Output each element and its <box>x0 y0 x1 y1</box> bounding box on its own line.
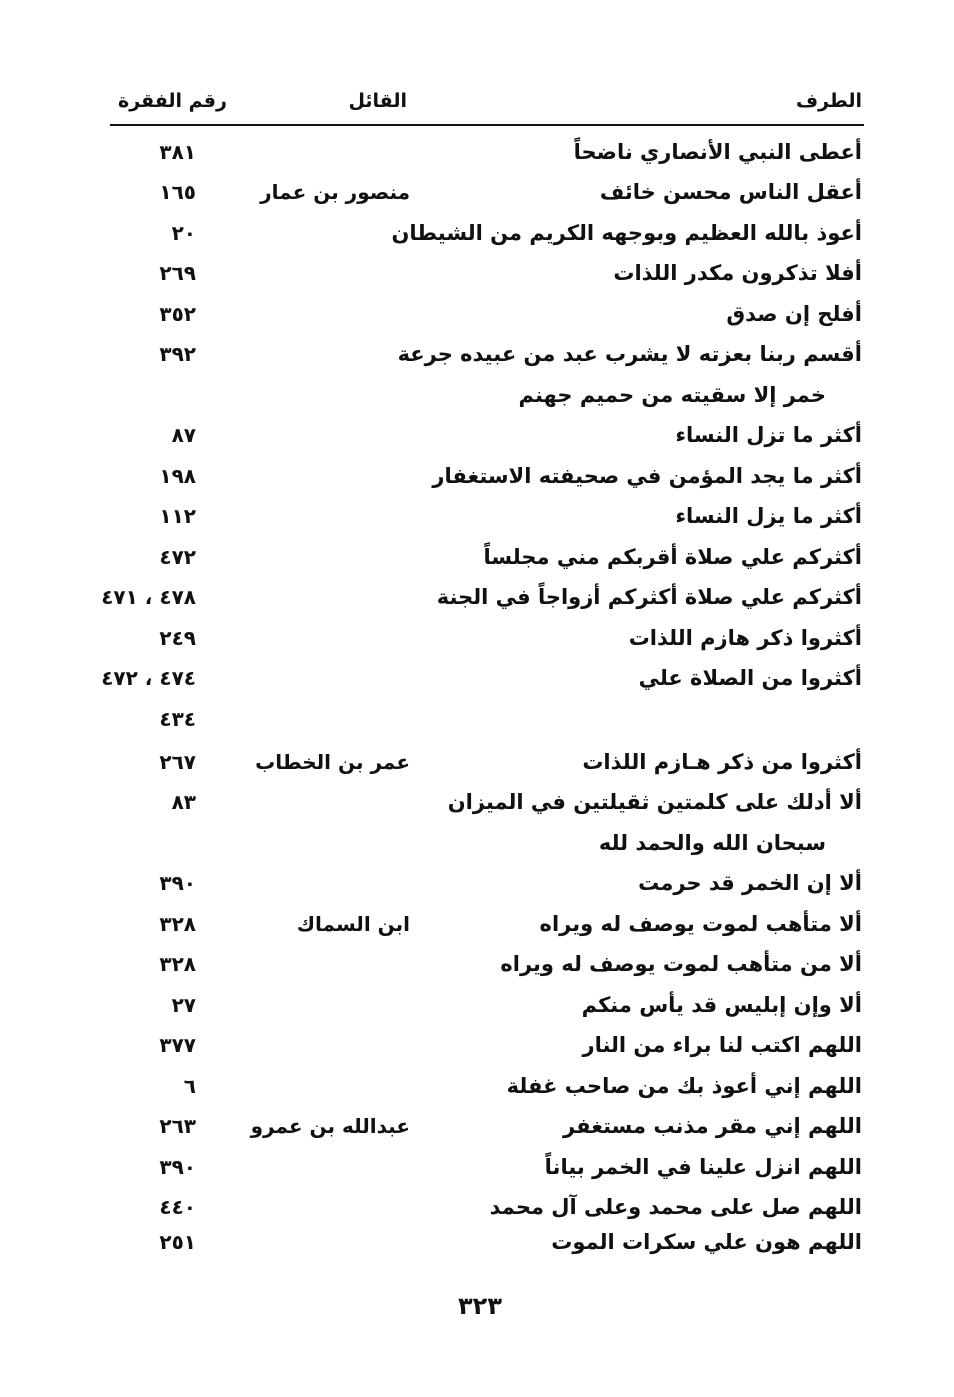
entry-text: اللهم هون علي سكرات الموت <box>551 1230 862 1254</box>
table-row <box>0 1189 954 1229</box>
entry-speaker: منصور بن عمار <box>260 180 410 204</box>
entry-text: اللهم اكتب لنا براء من النار <box>582 1033 862 1057</box>
entry-speaker: ابن السماك <box>296 912 410 936</box>
entry-paragraph-number: ٢٤٩ <box>159 626 196 650</box>
table-row <box>0 215 954 255</box>
table-row <box>0 498 954 538</box>
entry-text: ألا أدلك على كلمتين ثقيلتين في الميزان <box>447 790 862 814</box>
entry-text: أكثروا ذكر هازم اللذات <box>628 626 862 650</box>
entry-paragraph-number: ٣٧٧ <box>159 1033 196 1057</box>
entry-speaker: عبدالله بن عمرو <box>250 1114 410 1138</box>
entry-paragraph-number: ٤٧٨ ، ٤٧١ <box>101 585 196 609</box>
entry-text: أكثركم علي صلاة أكثركم أزواجاً في الجنة <box>436 585 862 609</box>
entry-paragraph-number: ٤٧٤ ، ٤٧٢ <box>101 666 196 690</box>
entry-text: اللهم انزل علينا في الخمر بياناً <box>544 1155 862 1179</box>
table-row <box>0 174 954 214</box>
entry-text-continuation: خمر إلا سقيته من حميم جهنم <box>518 383 826 407</box>
table-row <box>0 134 954 174</box>
entry-paragraph-number: ٤٣٤ <box>159 707 196 731</box>
table-row <box>0 579 954 619</box>
entry-paragraph-number: ٢٥١ <box>159 1230 196 1254</box>
table-row <box>0 1224 954 1264</box>
table-row <box>0 1027 954 1067</box>
table-row <box>0 865 954 905</box>
entry-paragraph-number: ١٩٨ <box>159 464 196 488</box>
entry-text: أعطى النبي الأنصاري ناضحاً <box>573 140 862 164</box>
table-row-continuation <box>0 825 954 865</box>
index-table-body <box>0 134 954 1264</box>
entry-text: أكثركم علي صلاة أقربكم مني مجلساً <box>483 545 862 569</box>
entry-paragraph-number: ٣٩٢ <box>159 342 196 366</box>
entry-paragraph-number: ٢٠ <box>171 221 196 245</box>
table-row <box>0 1149 954 1189</box>
entry-paragraph-number: ٢٧ <box>171 993 196 1017</box>
table-row <box>0 1068 954 1108</box>
entry-paragraph-number: ٣٥٢ <box>159 302 196 326</box>
entry-text: أقسم ربنا بعزته لا يشرب عبد من عبيده جرعة <box>397 342 862 366</box>
table-row <box>0 296 954 336</box>
entry-paragraph-number: ٣٩٠ <box>159 1155 196 1179</box>
table-row <box>0 539 954 579</box>
table-row <box>0 946 954 986</box>
header-divider <box>110 124 864 126</box>
entry-paragraph-number: ٢٦٩ <box>159 261 196 285</box>
entry-text: اللهم إني أعوذ بك من صاحب غفلة <box>506 1074 862 1098</box>
entry-text: أعوذ بالله العظيم وبوجهه الكريم من الشيطان <box>391 221 862 245</box>
entry-paragraph-number: ٢٦٣ <box>159 1114 196 1138</box>
entry-paragraph-number: ٤٤٠ <box>159 1195 196 1219</box>
table-row <box>0 784 954 824</box>
column-header-qail: القائل <box>348 90 407 112</box>
entry-paragraph-number: ١٦٥ <box>159 180 196 204</box>
entry-text: ألا وإن إبليس قد يأس منكم <box>581 993 862 1017</box>
entry-text: أكثروا من ذكر هـازم اللذات <box>582 750 862 774</box>
entry-text: أكثروا من الصلاة علي <box>638 666 862 690</box>
entry-text-continuation: سبحان الله والحمد لله <box>598 831 826 855</box>
table-row <box>0 255 954 295</box>
entry-paragraph-number: ٣٢٨ <box>159 952 196 976</box>
table-row <box>0 660 954 700</box>
entry-text: أعقل الناس محسن خائف <box>599 180 862 204</box>
entry-text: أكثر ما يزل النساء <box>675 504 862 528</box>
entry-paragraph-number: ١١٢ <box>159 504 196 528</box>
table-header <box>108 86 862 118</box>
entry-paragraph-number: ٤٧٢ <box>159 545 196 569</box>
entry-paragraph-number: ٦ <box>183 1074 196 1098</box>
entry-text: أكثر ما تزل النساء <box>675 423 862 447</box>
entry-paragraph-number: ٢٦٧ <box>159 750 196 774</box>
entry-paragraph-number: ٣٢٨ <box>159 912 196 936</box>
entry-paragraph-number: ٣٩٠ <box>159 871 196 895</box>
table-row <box>0 987 954 1027</box>
table-row <box>0 458 954 498</box>
table-row <box>0 1108 954 1148</box>
entry-text: اللهم صل على محمد وعلى آل محمد <box>489 1195 862 1219</box>
table-row <box>0 906 954 946</box>
entry-paragraph-number: ٨٧ <box>171 423 196 447</box>
entry-text: اللهم إني مقر مذنب مستغفر <box>563 1114 862 1138</box>
column-header-raqm: رقم الفقرة <box>118 90 227 112</box>
entry-text: أفلا تذكرون مكدر اللذات <box>613 261 862 285</box>
entry-text: أفلح إن صدق <box>726 302 862 326</box>
entry-paragraph-number: ٨٣ <box>171 790 196 814</box>
table-row <box>0 744 954 784</box>
table-row-continuation <box>0 377 954 417</box>
column-header-taraf: الطرف <box>795 90 862 112</box>
entry-paragraph-number: ٣٨١ <box>159 140 196 164</box>
table-row <box>0 620 954 660</box>
table-row <box>0 701 954 741</box>
entry-text: أكثر ما يجد المؤمن في صحيفته الاستغفار <box>432 464 862 488</box>
entry-text: ألا متأهب لموت يوصف له ويراه <box>539 912 862 936</box>
table-row <box>0 336 954 376</box>
entry-speaker: عمر بن الخطاب <box>255 750 410 774</box>
entry-text: ألا من متأهب لموت يوصف له ويراه <box>500 952 862 976</box>
table-row <box>0 417 954 457</box>
page-number: ٣٢٣ <box>458 1292 502 1320</box>
entry-text: ألا إن الخمر قد حرمت <box>638 871 862 895</box>
